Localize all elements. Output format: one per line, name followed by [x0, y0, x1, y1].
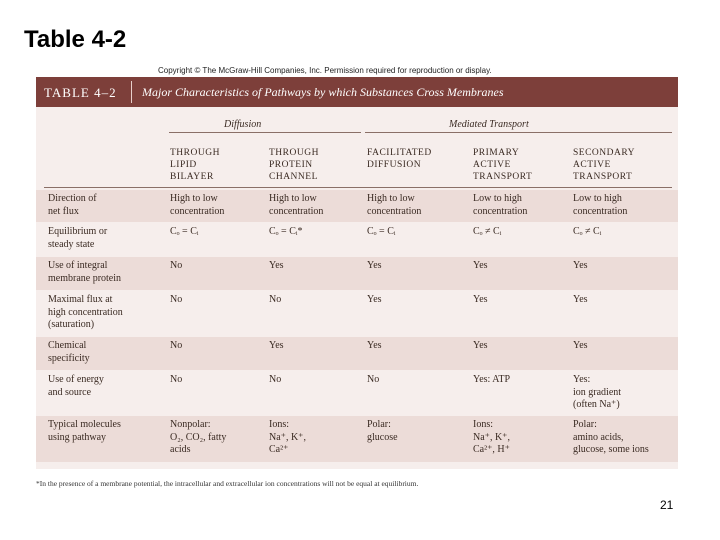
table-cell: No — [367, 374, 380, 385]
table-row — [36, 371, 678, 415]
column-header-lipid-bilayer: THROUGH LIPID BILAYER — [170, 148, 220, 182]
table-cell: Cₒ ≠ Cᵢ — [473, 226, 502, 237]
table-row — [36, 416, 678, 462]
table-cell: Yes — [269, 340, 284, 351]
table-cell: Yes — [473, 260, 488, 271]
header-divider — [131, 81, 132, 103]
row-label: Use of energy and source — [48, 374, 104, 398]
table-number: TABLE 4–2 — [44, 85, 117, 100]
table-cell: Yes — [473, 294, 488, 305]
table-cell: Cₒ = Cᵢ — [170, 226, 199, 237]
table-cell: Yes — [367, 340, 382, 351]
row-label: Equilibrium or steady state — [48, 226, 108, 250]
row-label: Maximal flux at high concentration (saturation) — [48, 294, 123, 330]
table-cell: No — [170, 260, 183, 271]
row-label: Direction of net flux — [48, 193, 97, 217]
page-number: 21 — [660, 498, 674, 512]
table-cell: No — [170, 294, 183, 305]
table-cell: Ions: Na⁺, K⁺, Ca²⁺, H⁺ — [473, 419, 510, 455]
slide-title: Table 4-2 — [24, 26, 127, 53]
table-cell: Yes — [269, 260, 284, 271]
table-cell: Yes — [367, 260, 382, 271]
table-cell: Cₒ = Cᵢ — [367, 226, 396, 237]
table-footnote: *In the presence of a membrane potential, the intracellular and extracellular ion concentrations will not be equal at equilibrium. — [36, 479, 419, 488]
column-header-primary-active: PRIMARY ACTIVE TRANSPORT — [473, 148, 533, 182]
table-cell: Polar: glucose — [367, 419, 398, 443]
table-row — [36, 223, 678, 255]
table-row — [36, 257, 678, 290]
table-cell: No — [170, 374, 183, 385]
row-label: Chemical specificity — [48, 340, 90, 364]
table-row — [36, 190, 678, 222]
table-cell: High to low concentration — [170, 193, 225, 217]
table-cell: Yes: ion gradient (often Na⁺) — [573, 374, 622, 410]
table-cell: High to low concentration — [367, 193, 422, 217]
table-cell: Yes — [573, 340, 588, 351]
table-cell: Cₒ ≠ Cᵢ — [573, 226, 602, 237]
table-cell: Cₒ = Cᵢ* — [269, 226, 303, 237]
table-row — [36, 337, 678, 370]
table-cell: Polar: amino acids, glucose, some ions — [573, 419, 649, 455]
table-cell: Ions: Na⁺, K⁺, Ca²⁺ — [269, 419, 306, 455]
table-cell: Low to high concentration — [473, 193, 528, 217]
table-header-bar — [36, 77, 678, 107]
group-rule-mediated — [365, 132, 672, 133]
group-label-mediated-transport: Mediated Transport — [449, 119, 529, 130]
group-rule-diffusion — [169, 132, 361, 133]
column-header-secondary-active: SECONDARY ACTIVE TRANSPORT — [573, 148, 636, 182]
table-cell: Yes — [473, 340, 488, 351]
copyright-notice: Copyright © The McGraw-Hill Companies, Inc. Permission required for reproduction or display. — [158, 66, 492, 75]
table-cell: Yes: ATP — [473, 374, 511, 385]
table-cell: Yes — [367, 294, 382, 305]
pathways-table — [36, 77, 678, 469]
column-header-protein-channel: THROUGH PROTEIN CHANNEL — [269, 148, 319, 182]
table-cell: No — [170, 340, 183, 351]
table-cell: No — [269, 294, 282, 305]
table-caption: Major Characteristics of Pathways by which Substances Cross Membranes — [142, 85, 504, 99]
table-cell: Yes — [573, 260, 588, 271]
header-rule — [44, 187, 672, 188]
table-cell: No — [269, 374, 282, 385]
group-label-diffusion: Diffusion — [224, 119, 262, 130]
row-label: Typical molecules using pathway — [48, 419, 121, 443]
table-cell: Low to high concentration — [573, 193, 628, 217]
table-row — [36, 291, 678, 335]
table-cell: Nonpolar: O₂, CO₂, fatty acids — [170, 419, 227, 455]
row-label: Use of integral membrane protein — [48, 260, 122, 284]
table-cell: Yes — [573, 294, 588, 305]
column-header-facilitated-diffusion: FACILITATED DIFFUSION — [367, 148, 432, 170]
table-cell: High to low concentration — [269, 193, 324, 217]
